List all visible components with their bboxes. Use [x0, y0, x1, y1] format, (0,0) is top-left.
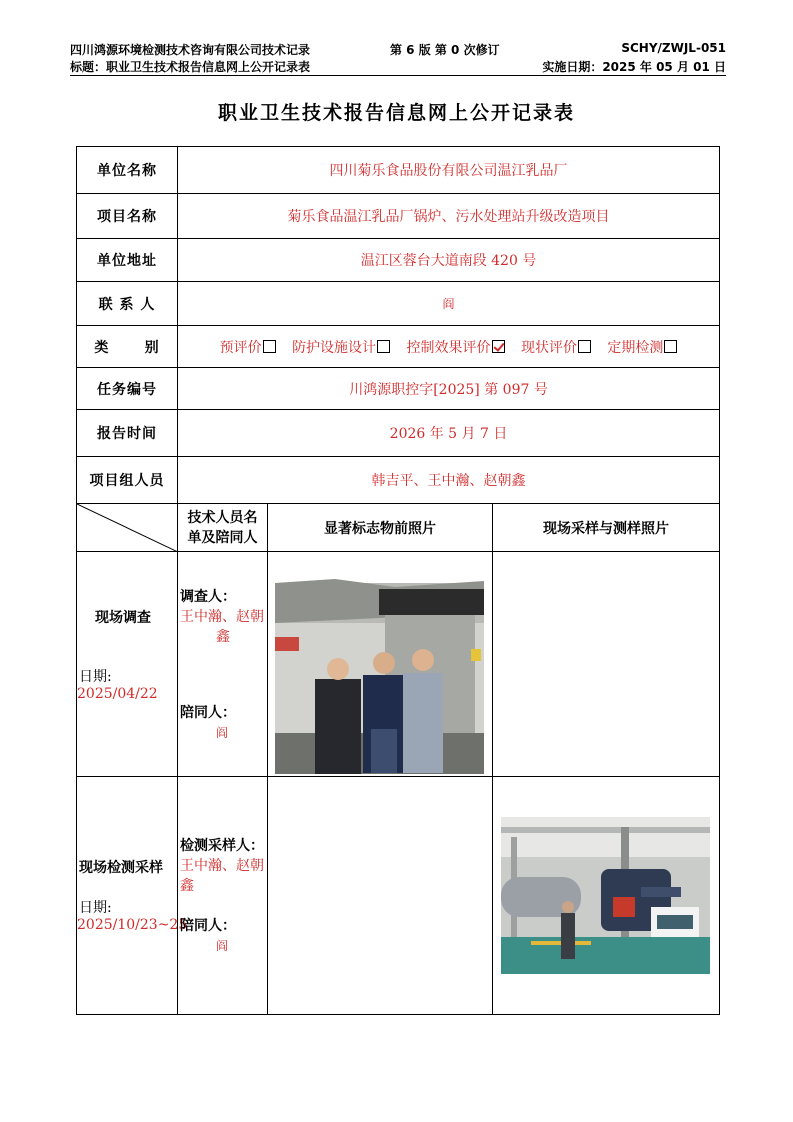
task-no-value: 川鸿源职控字[2025] 第 097 号	[178, 368, 720, 410]
category-options	[178, 326, 720, 368]
address-label: 单位地址	[77, 239, 178, 282]
report-time-label: 报告时间	[77, 410, 178, 457]
row-report-time	[77, 410, 720, 457]
category-option-periodic-test[interactable]: 定期检测	[607, 337, 677, 357]
sampling-date-label: 日期:	[79, 900, 112, 916]
survey-staff-cell	[178, 552, 268, 777]
survey-title-cell	[77, 552, 178, 777]
contact-label: 联 系 人	[77, 282, 178, 326]
contact-value: 阎	[178, 282, 720, 326]
sampling-title: 现场检测采样	[79, 860, 163, 876]
sampling-photo	[501, 817, 710, 974]
row-category	[77, 326, 720, 368]
sampling-photo-header: 现场采样与测样照片	[493, 504, 720, 552]
checkbox-icon[interactable]	[578, 340, 591, 353]
report-time-value: 2026 年 5 月 7 日	[178, 410, 720, 457]
header-date: 实施日期：2025 年 05 月 01 日	[542, 60, 726, 74]
survey-companion-label: 陪同人：	[180, 705, 236, 721]
category-option-control-effect[interactable]: 控制效果评价	[407, 337, 505, 357]
header-version: 第 6 版 第 0 次修订	[390, 43, 500, 57]
survey-sampling-photo-cell	[493, 552, 720, 777]
row-team	[77, 457, 720, 504]
unit-name-value: 四川菊乐食品股份有限公司温江乳品厂	[178, 147, 720, 194]
row-photo-header	[77, 504, 720, 552]
investigators-line-1: 王中瀚、赵朝	[180, 609, 264, 625]
survey-date-label: 日期:	[79, 669, 112, 685]
row-sampling	[77, 777, 720, 1015]
category-label: 类 别	[77, 326, 178, 368]
header-code: SCHY/ZWJL-051	[621, 41, 726, 55]
row-unit-name	[77, 147, 720, 194]
diagonal-header-cell	[77, 504, 178, 552]
samplers-line-2: 鑫	[180, 878, 194, 894]
task-no-label: 任务编号	[77, 368, 178, 410]
sampling-photo-cell	[493, 777, 720, 1015]
landmark-photo	[275, 553, 484, 774]
header-company: 四川鸿源环境检测技术咨询有限公司技术记录	[70, 43, 311, 57]
landmark-photo-image	[275, 553, 484, 774]
landmark-photo-header: 显著标志物前照片	[268, 504, 493, 552]
category-option-status-eval[interactable]: 现状评价	[521, 337, 591, 357]
sampling-title-cell	[77, 777, 188, 1015]
survey-title: 现场调查	[95, 610, 151, 626]
staff-header-line-2: 单及陪同人	[187, 529, 258, 546]
row-task-no	[77, 368, 720, 410]
row-address	[77, 239, 720, 282]
record-table	[76, 146, 720, 1015]
checkbox-icon[interactable]	[664, 340, 677, 353]
sampling-landmark-photo-cell	[268, 777, 493, 1015]
sampling-date-value: 2025/10/23~25	[77, 917, 188, 933]
team-label: 项目组人员	[77, 457, 178, 504]
sampling-companion-label: 陪同人：	[180, 918, 236, 934]
sampling-staff-cell	[178, 777, 268, 1015]
project-name-value: 菊乐食品温江乳品厂锅炉、污水处理站升级改造项目	[178, 194, 720, 239]
row-survey	[77, 552, 720, 777]
investigator-label: 调查人：	[180, 589, 236, 605]
survey-companion-value: 阎	[216, 726, 229, 740]
samplers-line-1: 王中瀚、赵朝	[180, 858, 264, 874]
row-contact	[77, 282, 720, 326]
category-option-pre-eval[interactable]: 预评价	[220, 337, 276, 357]
sampler-label: 检测采样人：	[180, 838, 264, 854]
project-name-label: 项目名称	[77, 194, 178, 239]
row-project-name	[77, 194, 720, 239]
unit-name-label: 单位名称	[77, 147, 178, 194]
staff-header-line-1: 技术人员名	[187, 509, 258, 526]
diagonal-line	[77, 504, 178, 552]
checkbox-checked-icon[interactable]	[492, 340, 505, 353]
category-option-protection-design[interactable]: 防护设施设计	[292, 337, 390, 357]
checkbox-icon[interactable]	[377, 340, 390, 353]
investigators-line-2: 鑫	[216, 629, 230, 645]
checkbox-icon[interactable]	[263, 340, 276, 353]
header-title: 标题：职业卫生技术报告信息网上公开记录表	[70, 60, 311, 74]
sampling-photo-image	[501, 817, 710, 974]
address-value: 温江区蓉台大道南段 420 号	[178, 239, 720, 282]
survey-landmark-photo-cell	[268, 552, 493, 777]
staff-header	[178, 504, 268, 552]
sampling-companion-value: 阎	[216, 939, 229, 953]
survey-date-value: 2025/04/22	[77, 686, 158, 702]
document-title: 职业卫生技术报告信息网上公开记录表	[217, 102, 575, 124]
header-divider	[70, 75, 726, 76]
team-value: 韩吉平、王中瀚、赵朝鑫	[178, 457, 720, 504]
